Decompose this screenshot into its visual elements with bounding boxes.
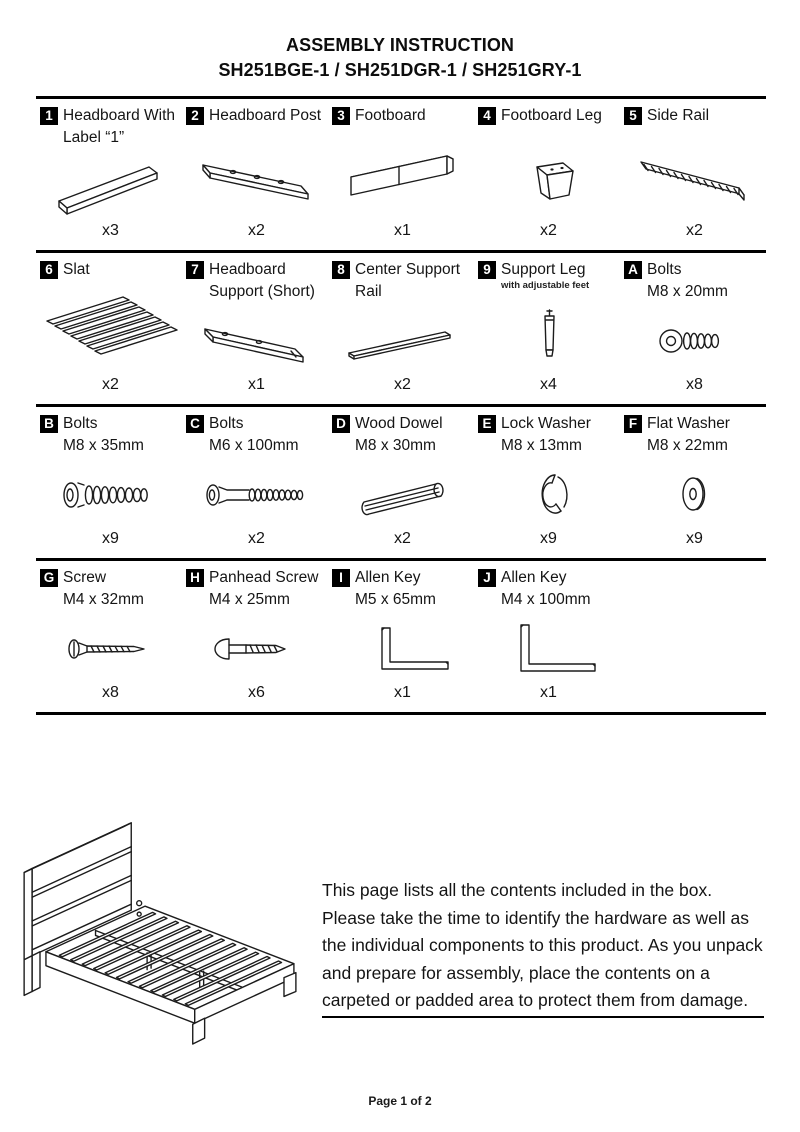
part-badge: 4 — [478, 107, 496, 125]
part-name: Flat Washer — [647, 415, 730, 432]
part-badge: 9 — [478, 261, 496, 279]
part-name: Bolts — [209, 415, 244, 432]
flat-washer-icon — [624, 457, 765, 530]
part-cell-headboard-support — [182, 253, 328, 404]
part-cell-bolts-m8-20 — [620, 253, 766, 404]
page-number: Page 1 of 2 — [368, 1094, 432, 1108]
part-badge: G — [40, 569, 58, 587]
part-name: Allen Key — [501, 569, 567, 586]
bolt-m8-20-icon — [624, 303, 765, 376]
bed-illustration — [12, 805, 312, 1048]
part-name: Headboard Support (Short) — [209, 261, 315, 300]
wood-dowel-icon — [332, 457, 473, 530]
part-cell-slat — [36, 253, 182, 404]
part-qty: x1 — [248, 376, 265, 393]
part-badge: 5 — [624, 107, 642, 125]
headboard-post-icon — [186, 127, 327, 222]
part-qty: x2 — [540, 222, 557, 239]
parts-row-2 — [36, 253, 766, 407]
part-qty: x2 — [394, 376, 411, 393]
headboard-support-icon — [186, 303, 327, 376]
part-name: Headboard Post — [209, 107, 322, 124]
footboard-leg-icon — [478, 127, 619, 222]
part-size: M5 x 65mm — [355, 591, 436, 608]
parts-row-3 — [36, 407, 766, 561]
part-cell-lock-washer — [474, 407, 620, 558]
part-size: M8 x 20mm — [647, 283, 728, 300]
screw-icon — [40, 611, 181, 684]
part-name: Bolts — [647, 261, 682, 278]
part-cell-support-leg — [474, 253, 620, 404]
support-leg-icon — [478, 291, 619, 376]
part-badge: E — [478, 415, 496, 433]
parts-row-1 — [36, 99, 766, 253]
part-qty: x1 — [394, 684, 411, 701]
part-cell-wood-dowel — [328, 407, 474, 558]
part-qty: x9 — [102, 530, 119, 547]
part-qty: x1 — [394, 222, 411, 239]
part-name: Panhead Screw — [209, 569, 319, 586]
part-cell-headboard — [36, 99, 182, 250]
part-name: Support Leg — [501, 261, 586, 278]
part-cell-flat-washer — [620, 407, 766, 558]
part-name: Lock Washer — [501, 415, 591, 432]
part-size: M4 x 100mm — [501, 591, 591, 608]
part-qty: x3 — [102, 222, 119, 239]
part-badge: 3 — [332, 107, 350, 125]
part-name: Slat — [63, 261, 90, 278]
part-badge: H — [186, 569, 204, 587]
part-badge: J — [478, 569, 496, 587]
part-badge: D — [332, 415, 350, 433]
part-cell-footboard-leg — [474, 99, 620, 250]
part-qty: x8 — [102, 684, 119, 701]
part-badge: 1 — [40, 107, 58, 125]
part-name: Bolts — [63, 415, 98, 432]
part-badge: C — [186, 415, 204, 433]
part-badge: 8 — [332, 261, 350, 279]
headboard-icon — [40, 149, 181, 222]
footboard-icon — [332, 127, 473, 222]
part-size: M8 x 13mm — [501, 437, 582, 454]
part-badge: 6 — [40, 261, 58, 279]
part-badge: A — [624, 261, 642, 279]
title-block — [0, 0, 800, 83]
empty-cell — [620, 561, 766, 712]
part-qty: x9 — [540, 530, 557, 547]
allen-key-m4-icon — [478, 611, 619, 684]
part-name: Allen Key — [355, 569, 421, 586]
part-subnote: with adjustable feet — [501, 280, 590, 291]
part-size: M8 x 22mm — [647, 437, 728, 454]
part-name: Footboard Leg — [501, 107, 602, 124]
slat-icon — [40, 281, 181, 376]
part-cell-allen-key-m5 — [328, 561, 474, 712]
part-badge: F — [624, 415, 642, 433]
bolt-m8-35-icon — [40, 457, 181, 530]
part-name: Wood Dowel — [355, 415, 443, 432]
unpack-note: This page lists all the contents included in the box. Please take the time to identify the hardware as well as the individual components to this product. As you unpack and prepare for assembly, place the contents on a carpeted or padded area to protect them from damage. — [322, 877, 764, 1018]
allen-key-m5-icon — [332, 611, 473, 684]
part-qty: x2 — [248, 222, 265, 239]
part-qty: x4 — [540, 376, 557, 393]
part-size: M8 x 35mm — [63, 437, 144, 454]
lock-washer-icon — [478, 457, 619, 530]
part-qty: x1 — [540, 684, 557, 701]
part-cell-headboard-post — [182, 99, 328, 250]
panhead-screw-icon — [186, 611, 327, 684]
part-badge: B — [40, 415, 58, 433]
side-rail-icon — [624, 127, 765, 222]
part-qty: x9 — [686, 530, 703, 547]
part-badge: 7 — [186, 261, 204, 279]
part-cell-side-rail — [620, 99, 766, 250]
part-name: Center Support Rail — [355, 261, 461, 300]
parts-row-4 — [36, 561, 766, 715]
bolt-m6-100-icon — [186, 457, 327, 530]
part-qty: x2 — [686, 222, 703, 239]
part-size: M4 x 32mm — [63, 591, 144, 608]
page-title: ASSEMBLY INSTRUCTION — [285, 35, 515, 55]
part-cell-bolts-m6-100 — [182, 407, 328, 558]
part-qty: x2 — [248, 530, 265, 547]
part-size: M6 x 100mm — [209, 437, 299, 454]
part-cell-panhead-screw — [182, 561, 328, 712]
bottom-section — [12, 805, 772, 1048]
parts-table — [36, 96, 766, 715]
part-badge: I — [332, 569, 350, 587]
model-numbers: SH251BGE-1 / SH251DGR-1 / SH251GRY-1 — [218, 60, 582, 80]
part-qty: x2 — [394, 530, 411, 547]
part-cell-screw — [36, 561, 182, 712]
part-cell-footboard — [328, 99, 474, 250]
part-name: Side Rail — [647, 107, 710, 124]
part-name: Screw — [63, 569, 107, 586]
part-badge: 2 — [186, 107, 204, 125]
part-qty: x2 — [102, 376, 119, 393]
part-cell-center-support-rail — [328, 253, 474, 404]
part-cell-bolts-m8-35 — [36, 407, 182, 558]
part-qty: x8 — [686, 376, 703, 393]
center-support-rail-icon — [332, 303, 473, 376]
part-cell-allen-key-m4 — [474, 561, 620, 712]
part-name: Headboard With Label “1” — [63, 107, 176, 146]
part-size: M8 x 30mm — [355, 437, 436, 454]
part-qty: x6 — [248, 684, 265, 701]
part-size: M4 x 25mm — [209, 591, 290, 608]
part-name: Footboard — [355, 107, 426, 124]
